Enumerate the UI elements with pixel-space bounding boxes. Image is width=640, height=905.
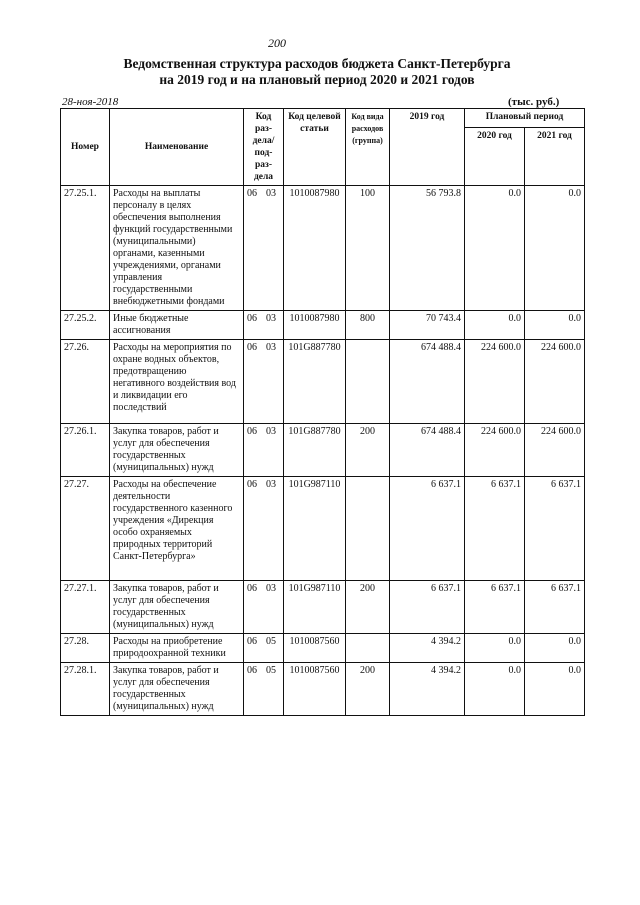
header-expense-type: Код вида расходов (группа) (346, 109, 390, 186)
title-line-1: Ведомственная структура расходов бюджета Санкт-Петербурга (123, 56, 511, 71)
row-section-code (244, 581, 284, 634)
row-expense-type (346, 340, 390, 424)
row-value-2021: 0.0 (525, 634, 585, 663)
row-name: Иные бюджетные ассигнования (110, 311, 244, 340)
row-section-code (244, 311, 284, 340)
table-row (61, 424, 585, 477)
row-value-2019: 674 488.4 (390, 424, 465, 477)
table-row (61, 663, 585, 716)
row-name: Расходы на мероприятия по охране водных объектов, предотвращению негативного воздействия вод и ликвидации его последствий (110, 340, 244, 424)
row-number: 27.25.2. (61, 311, 110, 340)
header-2021: 2021 год (525, 128, 585, 186)
row-value-2019: 56 793.8 (390, 186, 465, 311)
row-value-2021: 0.0 (525, 186, 585, 311)
row-expense-type: 200 (346, 581, 390, 634)
row-number: 27.27. (61, 477, 110, 581)
section: 06 (247, 479, 257, 490)
subsection: 05 (266, 665, 276, 676)
document-date: 28-ноя-2018 (62, 96, 119, 108)
row-value-2019: 4 394.2 (390, 663, 465, 716)
row-target-code: 101G987110 (284, 477, 346, 581)
subsection: 05 (266, 636, 276, 647)
subsection: 03 (266, 188, 276, 199)
row-value-2021: 224 600.0 (525, 340, 585, 424)
row-number: 27.26. (61, 340, 110, 424)
row-name: Расходы на приобретение природоохранной техники (110, 634, 244, 663)
section: 06 (247, 636, 257, 647)
subsection: 03 (266, 342, 276, 353)
row-value-2019: 4 394.2 (390, 634, 465, 663)
row-value-2021: 0.0 (525, 311, 585, 340)
row-value-2020: 0.0 (465, 311, 525, 340)
row-expense-type: 800 (346, 311, 390, 340)
row-value-2019: 6 637.1 (390, 581, 465, 634)
row-section-code (244, 634, 284, 663)
section: 06 (247, 342, 257, 353)
table-row (61, 634, 585, 663)
budget-table (60, 108, 585, 716)
row-expense-type (346, 634, 390, 663)
page-number: 200 (268, 36, 286, 50)
table-row (61, 311, 585, 340)
row-value-2020: 6 637.1 (465, 581, 525, 634)
row-section-code (244, 340, 284, 424)
row-target-code: 1010087980 (284, 311, 346, 340)
header-section: Код раз-дела/ под-раз-дела (244, 109, 284, 186)
table-row (61, 477, 585, 581)
header-target: Код целевой статьи (284, 109, 346, 186)
row-value-2021: 6 637.1 (525, 477, 585, 581)
header-name: Наименование (110, 109, 244, 186)
row-target-code: 1010087560 (284, 663, 346, 716)
row-value-2020: 0.0 (465, 634, 525, 663)
units-label: (тыс. руб.) (508, 96, 560, 108)
header-2019: 2019 год (390, 109, 465, 186)
row-expense-type: 200 (346, 663, 390, 716)
row-value-2020: 224 600.0 (465, 340, 525, 424)
row-value-2019: 674 488.4 (390, 340, 465, 424)
header-planned: Плановый период (465, 109, 585, 128)
row-value-2021: 224 600.0 (525, 424, 585, 477)
row-target-code: 101G987110 (284, 581, 346, 634)
row-name: Расходы на выплаты персоналу в целях обеспечения выполнения функций государственными (муниципальными) органами, казенными учреждениями, органами управления государственными внебюджетными фондами (110, 186, 244, 311)
header-number: Номер (61, 109, 110, 186)
subsection: 03 (266, 479, 276, 490)
subsection: 03 (266, 583, 276, 594)
section: 06 (247, 583, 257, 594)
row-target-code: 1010087560 (284, 634, 346, 663)
row-value-2019: 70 743.4 (390, 311, 465, 340)
row-target-code: 101G887780 (284, 424, 346, 477)
document-title (80, 56, 554, 88)
row-expense-type: 100 (346, 186, 390, 311)
row-name: Закупка товаров, работ и услуг для обеспечения государственных (муниципальных) нужд (110, 581, 244, 634)
row-number: 27.26.1. (61, 424, 110, 477)
row-value-2020: 224 600.0 (465, 424, 525, 477)
row-expense-type: 200 (346, 424, 390, 477)
subsection: 03 (266, 313, 276, 324)
row-target-code: 1010087980 (284, 186, 346, 311)
row-value-2020: 0.0 (465, 663, 525, 716)
section: 06 (247, 665, 257, 676)
row-name: Расходы на обеспечение деятельности государственного казенного учреждения «Дирекция особо охраняемых природных территорий Санкт-Петербурга» (110, 477, 244, 581)
row-value-2020: 0.0 (465, 186, 525, 311)
row-value-2020: 6 637.1 (465, 477, 525, 581)
table-row (61, 186, 585, 311)
row-number: 27.27.1. (61, 581, 110, 634)
title-line-2: на 2019 год и на плановый период 2020 и 2021 годов (159, 72, 475, 87)
header-2020: 2020 год (465, 128, 525, 186)
table-row (61, 340, 585, 424)
row-section-code (244, 424, 284, 477)
section: 06 (247, 313, 257, 324)
row-value-2019: 6 637.1 (390, 477, 465, 581)
row-target-code: 101G887780 (284, 340, 346, 424)
section: 06 (247, 188, 257, 199)
row-value-2021: 6 637.1 (525, 581, 585, 634)
table-row (61, 581, 585, 634)
row-section-code (244, 186, 284, 311)
row-name: Закупка товаров, работ и услуг для обеспечения государственных (муниципальных) нужд (110, 663, 244, 716)
row-expense-type (346, 477, 390, 581)
subsection: 03 (266, 426, 276, 437)
row-value-2021: 0.0 (525, 663, 585, 716)
row-section-code (244, 663, 284, 716)
table-body (61, 186, 585, 716)
row-section-code (244, 477, 284, 581)
section: 06 (247, 426, 257, 437)
row-name: Закупка товаров, работ и услуг для обеспечения государственных (муниципальных) нужд (110, 424, 244, 477)
header-row-1 (61, 109, 585, 128)
row-number: 27.28.1. (61, 663, 110, 716)
row-number: 27.28. (61, 634, 110, 663)
row-number: 27.25.1. (61, 186, 110, 311)
